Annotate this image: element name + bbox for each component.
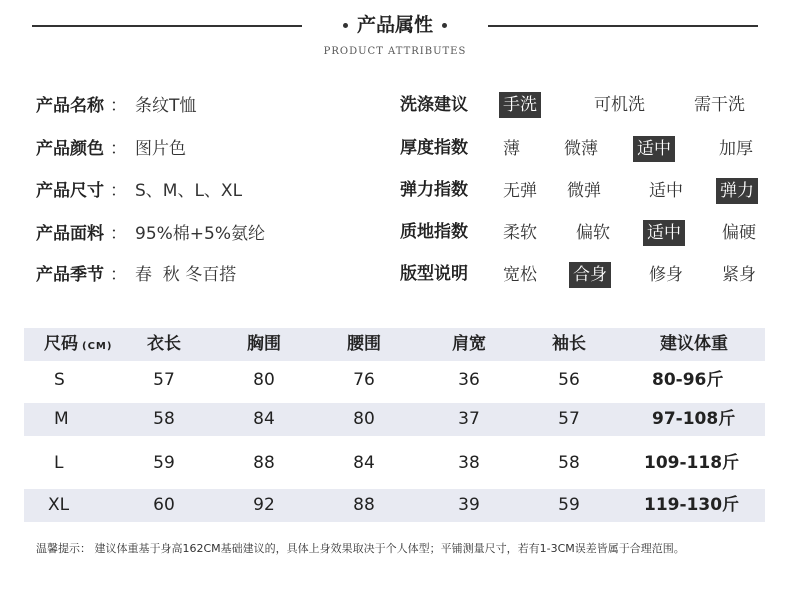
- cell-length: 57: [153, 370, 175, 390]
- cell-waist: 88: [353, 495, 375, 515]
- attribute-row: [36, 136, 186, 162]
- unit-label: (CM): [82, 341, 113, 352]
- attribute-colon: ：: [110, 224, 127, 244]
- cell-size: XL: [48, 495, 70, 515]
- indicator-label-thickness: 厚度指数: [400, 138, 468, 158]
- cell-shoulder: 37: [458, 409, 480, 429]
- cell-weight: 109-118斤: [644, 453, 740, 473]
- option-thick: 加厚: [719, 139, 753, 159]
- option-slightly-soft: 偏软: [576, 223, 610, 243]
- attribute-row: [36, 93, 196, 119]
- section-title-text: 产品属性: [356, 14, 433, 36]
- attribute-row: [36, 262, 236, 288]
- cell-size: M: [54, 409, 69, 429]
- cell-weight: 97-108斤: [652, 409, 736, 429]
- table-row: [24, 403, 765, 436]
- option-tight: 紧身: [722, 265, 756, 285]
- header-sleeve: 袖长: [552, 334, 586, 354]
- table-row: [24, 364, 765, 397]
- header-chest: 胸围: [247, 334, 281, 354]
- bullet-dot-icon: [442, 23, 447, 28]
- section-subtitle: PRODUCT ATTRIBUTES: [323, 46, 467, 57]
- cell-waist: 80: [353, 409, 375, 429]
- attribute-label: 产品名称: [36, 96, 104, 116]
- option-medium: 适中: [649, 181, 683, 201]
- option-thin: 薄: [503, 139, 520, 159]
- attribute-colon: ：: [110, 139, 127, 159]
- cell-sleeve: 56: [558, 370, 580, 390]
- option-machine-wash: 可机洗: [594, 95, 645, 115]
- header-divider-left: [32, 25, 302, 27]
- cell-weight: 80-96斤: [652, 370, 724, 390]
- option-slightly-hard: 偏硬: [722, 223, 756, 243]
- option-dry-clean: 需干洗: [694, 95, 745, 115]
- attribute-value: 图片色: [135, 139, 186, 159]
- tips-note: 温馨提示： 建议体重基于身高162CM基础建议的，具体上身效果取决于个人体型；平铺测量尺寸，若有1-3CM误差皆属于合理范围。: [36, 542, 685, 555]
- bullet-dot-icon: [343, 23, 348, 28]
- attribute-label: 产品颜色: [36, 139, 104, 159]
- attribute-label: 产品尺寸: [36, 181, 104, 201]
- cell-length: 60: [153, 495, 175, 515]
- cell-length: 59: [153, 453, 175, 473]
- option-stretch: 弹力: [716, 178, 758, 204]
- option-regular-fit: 合身: [569, 262, 611, 288]
- cell-sleeve: 59: [558, 495, 580, 515]
- attribute-colon: ：: [110, 181, 127, 201]
- header-divider-right: [488, 25, 758, 27]
- cell-chest: 80: [253, 370, 275, 390]
- attribute-row: [36, 221, 265, 247]
- option-no-stretch: 无弹: [503, 181, 537, 201]
- header-weight: 建议体重: [660, 334, 728, 354]
- option-slim-fit: 修身: [649, 265, 683, 285]
- cell-sleeve: 58: [558, 453, 580, 473]
- option-soft: 柔软: [503, 223, 537, 243]
- cell-length: 58: [153, 409, 175, 429]
- attribute-value: 95%棉+5%氨纶: [135, 224, 265, 244]
- cell-weight: 119-130斤: [644, 495, 740, 515]
- size-table-header: [24, 328, 765, 361]
- cell-sleeve: 57: [558, 409, 580, 429]
- cell-shoulder: 36: [458, 370, 480, 390]
- header-length: 衣长: [147, 334, 181, 354]
- cell-size: L: [54, 453, 64, 473]
- option-medium: 适中: [643, 220, 685, 246]
- section-title: [320, 10, 470, 37]
- cell-shoulder: 39: [458, 495, 480, 515]
- cell-chest: 84: [253, 409, 275, 429]
- table-row: [24, 489, 765, 522]
- option-slightly-thin: 微薄: [564, 139, 598, 159]
- cell-waist: 76: [353, 370, 375, 390]
- cell-waist: 84: [353, 453, 375, 473]
- cell-shoulder: 38: [458, 453, 480, 473]
- attribute-value: 春 秋 冬百搭: [135, 265, 237, 285]
- indicator-label-fit: 版型说明: [400, 264, 468, 284]
- indicator-label-texture: 质地指数: [400, 222, 468, 242]
- cell-size: S: [54, 370, 65, 390]
- attribute-label: 产品季节: [36, 265, 104, 285]
- cell-chest: 92: [253, 495, 275, 515]
- header-shoulder: 肩宽: [452, 334, 486, 354]
- attribute-label: 产品面料: [36, 224, 104, 244]
- indicator-label-wash: 洗涤建议: [400, 95, 468, 115]
- header-size: [44, 328, 112, 361]
- option-hand-wash: 手洗: [499, 92, 541, 118]
- cell-chest: 88: [253, 453, 275, 473]
- attribute-row: [36, 178, 242, 204]
- option-loose: 宽松: [503, 265, 537, 285]
- indicator-label-elasticity: 弹力指数: [400, 180, 468, 200]
- header-size-text: 尺码: [44, 334, 78, 354]
- attribute-colon: ：: [110, 265, 127, 285]
- attribute-colon: ：: [110, 96, 127, 116]
- attribute-value: 条纹T恤: [135, 96, 197, 116]
- table-row: [24, 447, 765, 480]
- header-waist: 腰围: [347, 334, 381, 354]
- option-slight-stretch: 微弹: [567, 181, 601, 201]
- option-medium: 适中: [633, 136, 675, 162]
- attribute-value: S、M、L、XL: [135, 181, 243, 201]
